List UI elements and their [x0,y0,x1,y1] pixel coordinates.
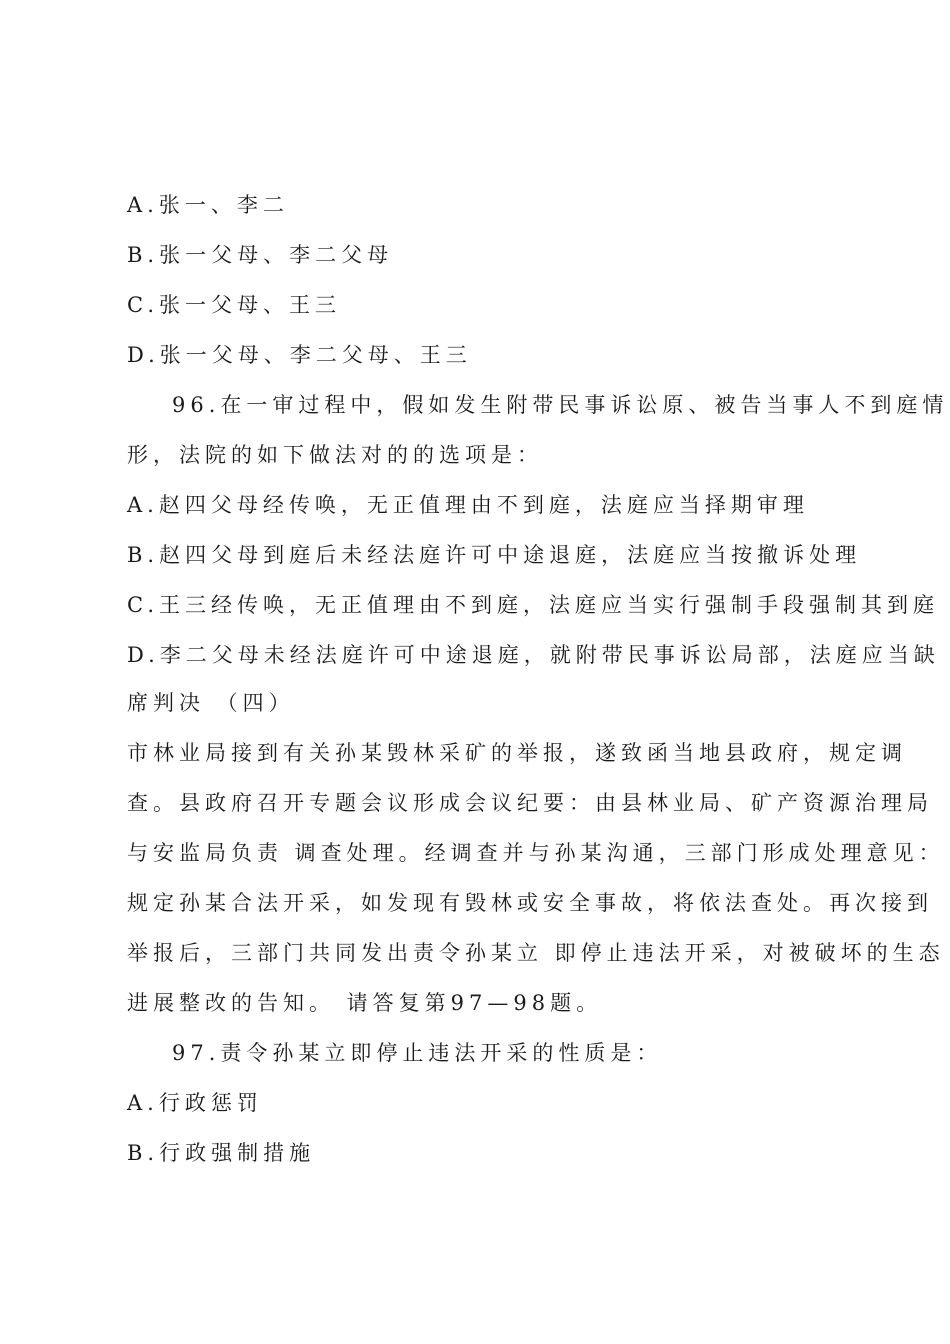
option-a-q96: A.赵四父母经传唤，无正值理由不到庭，法庭应当择期审理 [127,493,809,517]
case-paragraph-line-1: 市林业局接到有关孙某毁林采矿的举报，遂致函当地县政府，规定调 [127,741,907,765]
case-paragraph-line-2: 查。县政府召开专题会议形成会议纪要：由县林业局、矿产资源治理局 [127,791,933,815]
case-paragraph-line-6: 进展整改的告知。 请答复第97—98题。 [127,991,603,1015]
option-d-q96-line-2: 席判决 （四） [127,691,295,715]
question-97: 97.责令孙某立即停止违法开采的性质是： [172,1041,663,1065]
option-c-q95: C.张一父母、王三 [127,293,341,317]
option-b-q96: B.赵四父母到庭后未经法庭许可中途退庭，法庭应当按撤诉处理 [127,543,862,567]
option-d-q96-line-1: D.李二父母未经法庭许可中途退庭，就附带民事诉讼局部，法庭应当缺 [127,643,940,667]
case-paragraph-line-5: 举报后，三部门共同发出责令孙某立 即停止违法开采，对被破坏的生态 [127,941,945,965]
option-a-q95: A.张一、李二 [127,193,289,217]
option-c-q96: C.王三经传唤，无正值理由不到庭，法庭应当实行强制手段强制其到庭 [127,593,939,617]
option-b-q97: B.行政强制措施 [127,1141,316,1165]
option-a-q97: A.行政惩罚 [127,1091,263,1115]
case-paragraph-line-3: 与安监局负责 调查处理。经调查并与孙某沟通，三部门形成处理意见： [127,841,945,865]
question-96-line-2: 形，法院的如下做法对的的选项是： [127,443,543,467]
option-d-q95: D.张一父母、李二父母、王三 [127,343,472,367]
question-96-line-1: 96.在一审过程中，假如发生附带民事诉讼原、被告当事人不到庭情 [172,393,949,417]
option-b-q95: B.张一父母、李二父母 [127,243,394,267]
case-paragraph-line-4: 规定孙某合法开采，如发现有毁林或安全事故，将依法查处。再次接到 [127,891,933,915]
